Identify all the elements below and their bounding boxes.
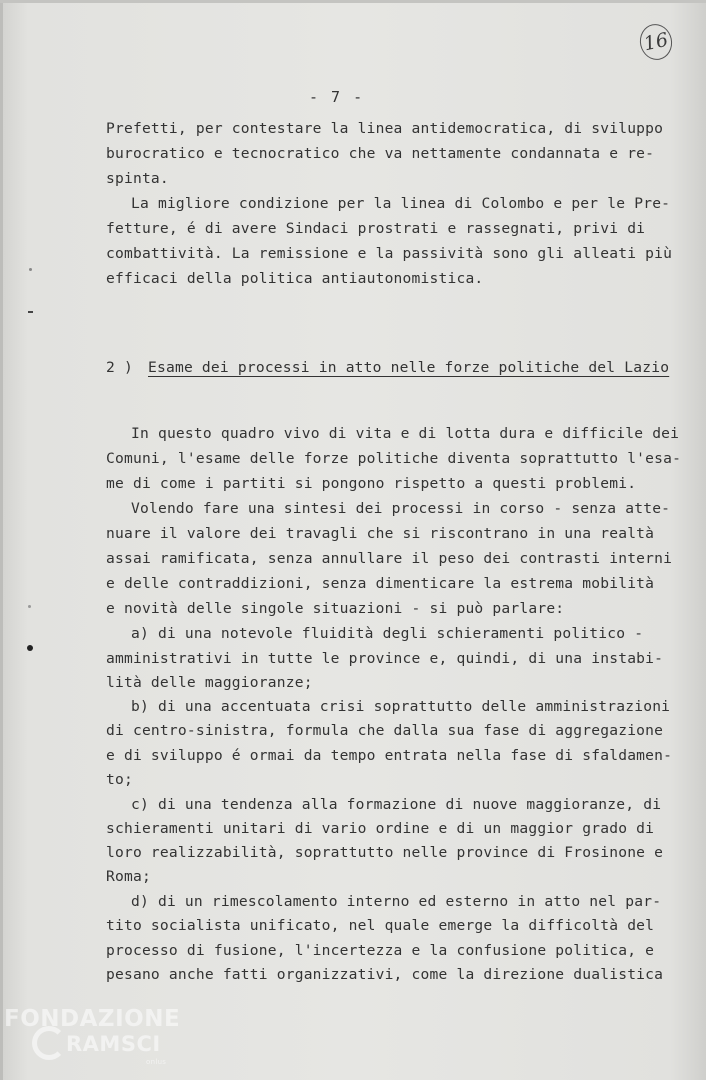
text-line: assai ramificata, senza annullare il peso dei contrasti interni [106, 550, 673, 567]
scan-edge-top [0, 0, 706, 3]
watermark-sub: onlus [146, 1058, 167, 1066]
text-line: In questo quadro vivo di vita e di lotta dura e difficile dei [131, 425, 680, 442]
list-item-line: d) di un rimescolamento interno ed esterno in atto nel par- [131, 893, 662, 910]
watermark-line2: RAMSCI [66, 1032, 161, 1056]
scan-mark [27, 645, 33, 651]
section-title: Esame dei processi in atto nelle forze politiche del Lazio [148, 359, 670, 376]
list-item-line: loro realizzabilità, soprattutto nelle province di Frosinone e [106, 844, 664, 861]
list-item-line: schieramenti unitari di vario ordine e di un maggior grado di [106, 820, 655, 837]
list-item-line: amministrativi in tutte le province e, quindi, di una instabi- [106, 650, 664, 667]
page-number: - 7 - [309, 88, 365, 106]
text-line: nuare il valore dei travagli che si riscontrano in una realtà [106, 525, 655, 542]
list-item-line: lità delle maggioranze; [106, 674, 313, 691]
text-line: e novità delle singole situazioni - si può parlare: [106, 600, 565, 617]
list-item-line: c) di una tendenza alla formazione di nuove maggioranze, di [131, 796, 662, 813]
text-line: spinta. [106, 170, 169, 187]
text-line: La migliore condizione per la linea di Colombo e per le Pre- [131, 195, 671, 212]
list-item-line: a) di una notevole fluidità degli schieramenti politico - [131, 625, 644, 642]
list-item-line: processo di fusione, l'incertezza e la confusione politica, e [106, 942, 655, 959]
text-line: Prefetti, per contestare la linea antidemocratica, di sviluppo [106, 120, 664, 137]
gramsci-g-logo-icon [32, 1026, 66, 1060]
section-number: 2 ) [106, 359, 133, 376]
scan-edge-left [0, 0, 3, 1080]
list-item-line: b) di una accentuata crisi soprattutto delle amministrazioni [131, 698, 671, 715]
watermark-line1: FONDAZIONE [4, 1006, 181, 1032]
archive-page-number: 16 [637, 21, 676, 63]
list-item-line: Roma; [106, 868, 151, 885]
text-line: Volendo fare una sintesi dei processi in corso - senza atte- [131, 500, 671, 517]
text-line: burocratico e tecnocratico che va nettamente condannata e re- [106, 145, 655, 162]
text-line: efficaci della politica antiautonomistica. [106, 270, 484, 287]
scan-mark [29, 268, 32, 271]
list-item-line: to; [106, 771, 133, 788]
text-line: fetture, é di avere Sindaci prostrati e rassegnati, privi di [106, 220, 646, 237]
list-item-line: pesano anche fatti organizzativi, come la direzione dualistica [106, 966, 664, 983]
list-item-line: e di sviluppo é ormai da tempo entrata nella fase di sfaldamen- [106, 747, 673, 764]
text-line: Comuni, l'esame delle forze politiche diventa soprattutto l'esa- [106, 450, 682, 467]
fondazione-gramsci-watermark [4, 1000, 184, 1070]
text-line: combattività. La remissione e la passività sono gli alleati più [106, 245, 673, 262]
text-line: me di come i partiti si pongono rispetto a questi problemi. [106, 475, 637, 492]
list-item-line: di centro-sinistra, formula che dalla sua fase di aggregazione [106, 722, 664, 739]
scan-mark [28, 605, 31, 608]
scan-mark [28, 311, 33, 313]
list-item-line: tito socialista unificato, nel quale emerge la difficoltà del [106, 917, 655, 934]
text-line: e delle contraddizioni, senza dimenticare la estrema mobilità [106, 575, 655, 592]
